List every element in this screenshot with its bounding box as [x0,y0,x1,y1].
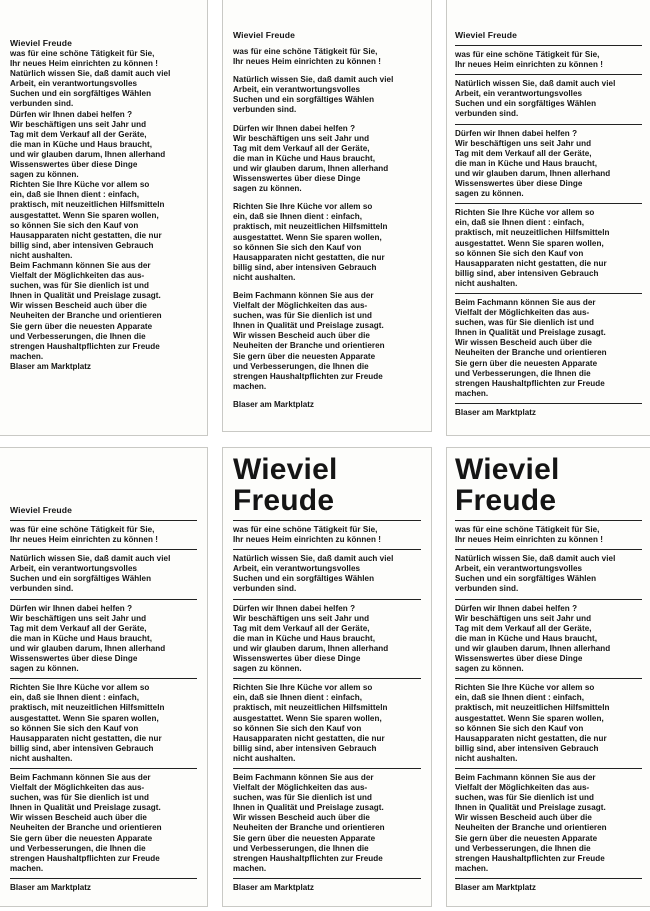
paragraph-1: Natürlich wissen Sie, daß damit auch viel Arbeit, ein verantwortungsvolles Suchen und ein sorgfältiges Wählen verbunden sind. [455,554,616,594]
layout-variant-2 [222,0,432,432]
paragraph-1: Natürlich wissen Sie, daß damit auch viel Arbeit, ein verantwortungsvolles Suchen und ein sorgfältiges Wählen verbunden sind. [10,554,171,594]
paragraph-1: Natürlich wissen Sie, daß damit auch viel Arbeit, ein verantwortungsvolles Suchen und ein sorgfältiges Wählen verbunden sind. [233,554,394,594]
body-text: was für eine schöne Tätigkeit für Sie, Ihr neues Heim einrichten zu können ! Natürlich wissen Sie, daß damit auch viel Arbeit, ein verantwortungsvolles Suchen und ein sorgfältiges Wählen verbunden sind. Dürfen wir Ihnen dabei helfen ? Wir beschäftigen uns seit Jahr und Tag mit dem Verkauf all der Geräte, die man in Küche und Haus braucht, und wir glauben darum, Ihnen allerhand Wissenswertes über diese Dinge sagen zu können. Richten Sie Ihre Küche vor allem so ein, daß sie Ihnen dient : einfach, praktisch, mit neuzeitlichen Hilfsmitteln ausgestattet. Wenn Sie sparen wollen, so können Sie sich den Kauf von Hausapparaten nicht gestatten, die nur billig sind, aber intensiven Gebrauch nicht aushalten. Beim Fachmann können Sie aus der Vielfalt der Möglichkeiten das aus- suchen, was für Sie dienlich ist und Ihnen in Qualität und Preislage zusagt. Wir wissen Bescheid auch über die Neuheiten der Branche und orientieren Sie gern über die neuesten Apparate und Verbesserungen, die Ihnen die strengen Haushaltpflichten zur Freude machen. [10,49,171,361]
intro-text: was für eine schöne Tätigkeit für Sie, Ihr neues Heim einrichten zu können ! [233,525,382,545]
paragraph-3: Richten Sie Ihre Küche vor allem so ein, daß sie Ihnen dient : einfach, praktisch, mit neuzeitlichen Hilfsmitteln ausgestattet. Wenn Sie sparen wollen, so können Sie sich den Kauf von Hausapparaten nicht gestatten, die nur billig sind, aber intensiven Gebrauch nicht aushalten. [233,683,388,763]
paragraph-4: Beim Fachmann können Sie aus der Vielfalt der Möglichkeiten das aus- suchen, was für Sie dienlich ist und Ihnen in Qualität und Preislage zusagt. Wir wissen Bescheid auch über die Neuheiten der Branche und orientieren Sie gern über die neuesten Apparate und Verbesserungen, die Ihnen die strengen Haushaltpflichten zur Freude machen. [233,772,385,873]
paragraph-3: Richten Sie Ihre Küche vor allem so ein, daß sie Ihnen dient : einfach, praktisch, mit neuzeitlichen Hilfsmitteln ausgestattet. Wenn Sie sparen wollen, so können Sie sich den Kauf von Hausapparaten nicht gestatten, die nur billig sind, aber intensiven Gebrauch nicht aushalten. [233,202,388,282]
headline: Wieviel Freude [10,505,72,515]
signature: Blaser am Marktplatz [233,882,314,892]
layout-variant-5 [222,447,432,907]
headline-line-2: Freude [455,484,557,517]
paragraph-3: Richten Sie Ihre Küche vor allem so ein, daß sie Ihnen dient : einfach, praktisch, mit neuzeitlichen Hilfsmitteln ausgestattet. Wenn Sie sparen wollen, so können Sie sich den Kauf von Hausapparaten nicht gestatten, die nur billig sind, aber intensiven Gebrauch nicht aushalten. [10,683,165,763]
intro-text: was für eine schöne Tätigkeit für Sie, Ihr neues Heim einrichten zu können ! [455,50,604,70]
intro-text: was für eine schöne Tätigkeit für Sie, Ihr neues Heim einrichten zu können ! [455,525,604,545]
intro-text: was für eine schöne Tätigkeit für Sie, Ihr neues Heim einrichten zu können ! [233,47,382,67]
signature: Blaser am Marktplatz [455,407,536,417]
signature: Blaser am Marktplatz [455,882,536,892]
paragraph-1: Natürlich wissen Sie, daß damit auch viel Arbeit, ein verantwortungsvolles Suchen und ein sorgfältiges Wählen verbunden sind. [455,79,616,119]
layout-variant-1 [0,0,208,436]
paragraph-2: Dürfen wir Ihnen dabei helfen ? Wir beschäftigen uns seit Jahr und Tag mit dem Verkauf all der Geräte, die man in Küche und Haus braucht, und wir glauben darum, Ihnen allerhand Wissenswertes über diese Dinge sagen zu können. [455,128,611,199]
signature: Blaser am Marktplatz [10,882,91,892]
headline: Wieviel Freude [233,30,295,40]
paragraph-3: Richten Sie Ihre Küche vor allem so ein, daß sie Ihnen dient : einfach, praktisch, mit neuzeitlichen Hilfsmitteln ausgestattet. Wenn Sie sparen wollen, so können Sie sich den Kauf von Hausapparaten nicht gestatten, die nur billig sind, aber intensiven Gebrauch nicht aushalten. [455,683,610,763]
intro-text: was für eine schöne Tätigkeit für Sie, Ihr neues Heim einrichten zu können ! [10,525,159,545]
paragraph-4: Beim Fachmann können Sie aus der Vielfalt der Möglichkeiten das aus- suchen, was für Sie dienlich ist und Ihnen in Qualität und Preislage zusagt. Wir wissen Bescheid auch über die Neuheiten der Branche und orientieren Sie gern über die neuesten Apparate und Verbesserungen, die Ihnen die strengen Haushaltpflichten zur Freude machen. [455,297,607,398]
paragraph-2: Dürfen wir Ihnen dabei helfen ? Wir beschäftigen uns seit Jahr und Tag mit dem Verkauf all der Geräte, die man in Küche und Haus braucht, und wir glauben darum, Ihnen allerhand Wissenswertes über diese Dinge sagen zu können. [10,603,166,674]
paragraph-1: Natürlich wissen Sie, daß damit auch viel Arbeit, ein verantwortungsvolles Suchen und ein sorgfältiges Wählen verbunden sind. [233,75,394,115]
paragraph-4: Beim Fachmann können Sie aus der Vielfalt der Möglichkeiten das aus- suchen, was für Sie dienlich ist und Ihnen in Qualität und Preislage zusagt. Wir wissen Bescheid auch über die Neuheiten der Branche und orientieren Sie gern über die neuesten Apparate und Verbesserungen, die Ihnen die strengen Haushaltpflichten zur Freude machen. [10,772,162,873]
paragraph-2: Dürfen wir Ihnen dabei helfen ? Wir beschäftigen uns seit Jahr und Tag mit dem Verkauf all der Geräte, die man in Küche und Haus braucht, und wir glauben darum, Ihnen allerhand Wissenswertes über diese Dinge sagen zu können. [233,603,389,674]
paragraph-2: Dürfen wir Ihnen dabei helfen ? Wir beschäftigen uns seit Jahr und Tag mit dem Verkauf all der Geräte, die man in Küche und Haus braucht, und wir glauben darum, Ihnen allerhand Wissenswertes über diese Dinge sagen zu können. [233,123,389,194]
layout-variant-3 [446,0,650,436]
headline-line-2: Freude [233,484,335,517]
headline-line-1: Wieviel [455,453,560,486]
paragraph-3: Richten Sie Ihre Küche vor allem so ein, daß sie Ihnen dient : einfach, praktisch, mit neuzeitlichen Hilfsmitteln ausgestattet. Wenn Sie sparen wollen, so können Sie sich den Kauf von Hausapparaten nicht gestatten, die nur billig sind, aber intensiven Gebrauch nicht aushalten. [455,208,610,288]
paragraph-4: Beim Fachmann können Sie aus der Vielfalt der Möglichkeiten das aus- suchen, was für Sie dienlich ist und Ihnen in Qualität und Preislage zusagt. Wir wissen Bescheid auch über die Neuheiten der Branche und orientieren Sie gern über die neuesten Apparate und Verbesserungen, die Ihnen die strengen Haushaltpflichten zur Freude machen. [455,772,607,873]
headline: Wieviel Freude [455,30,517,40]
signature: Blaser am Marktplatz [10,361,91,371]
paragraph-2: Dürfen wir Ihnen dabei helfen ? Wir beschäftigen uns seit Jahr und Tag mit dem Verkauf all der Geräte, die man in Küche und Haus braucht, und wir glauben darum, Ihnen allerhand Wissenswertes über diese Dinge sagen zu können. [455,603,611,674]
layout-variant-6 [446,447,650,907]
headline: Wieviel Freude [10,38,72,48]
signature: Blaser am Marktplatz [233,399,314,409]
paragraph-4: Beim Fachmann können Sie aus der Vielfalt der Möglichkeiten das aus- suchen, was für Sie dienlich ist und Ihnen in Qualität und Preislage zusagt. Wir wissen Bescheid auch über die Neuheiten der Branche und orientieren Sie gern über die neuesten Apparate und Verbesserungen, die Ihnen die strengen Haushaltpflichten zur Freude machen. [233,290,385,391]
layout-variant-4 [0,447,208,907]
headline-line-1: Wieviel [233,453,338,486]
